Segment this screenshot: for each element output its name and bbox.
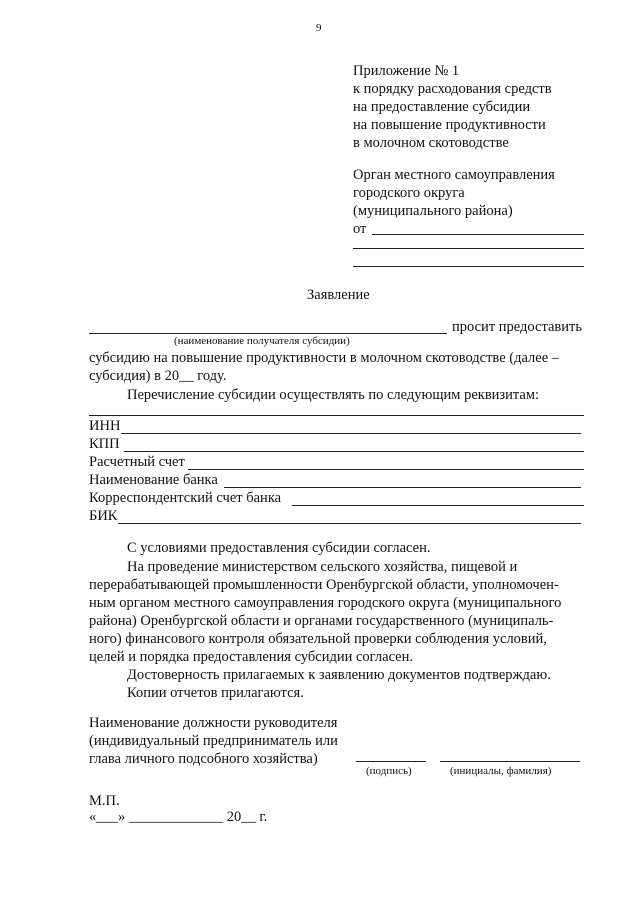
signature-caption: (подпись) xyxy=(366,765,412,777)
date-line[interactable]: «___» _____________ 20__ г. xyxy=(89,809,268,825)
request-suffix: просит предоставить xyxy=(452,319,582,335)
paragraph-line: целей и порядка предоставления субсидии согласен. xyxy=(89,649,413,665)
requisite-account-label: Расчетный счет xyxy=(89,454,185,470)
recipient-caption: (наименование получателя субсидии) xyxy=(174,335,350,347)
document-title: Заявление xyxy=(307,287,370,303)
annex-line: в молочном скотоводстве xyxy=(353,135,509,151)
request-line-3: субсидия) в 20__ году. xyxy=(89,368,227,384)
requisite-account-field[interactable] xyxy=(188,469,584,470)
paragraph-line: ного) финансового контроля обязательной проверки соблюдения условий, xyxy=(89,631,547,647)
consent-text: С условиями предоставления субсидии согласен. xyxy=(127,540,431,556)
page-number: 9 xyxy=(316,22,322,34)
requisite-kpp-label: КПП xyxy=(89,436,120,452)
paragraph-line: перерабатывающей промышленности Оренбургской области, уполномочен- xyxy=(89,577,559,593)
requisite-corr-account-label: Корреспондентский счет банка xyxy=(89,490,282,506)
paragraph-line: района) Оренбургской области и органами государственного (муниципаль- xyxy=(89,613,554,629)
reports-text: Копии отчетов прилагаются. xyxy=(127,685,304,701)
requisite-corr-account-field[interactable] xyxy=(292,505,584,506)
requisite-bik-field[interactable] xyxy=(118,523,581,524)
confirm-text: Достоверность прилагаемых к заявлению документов подтверждаю. xyxy=(127,667,551,683)
stamp-label: М.П. xyxy=(89,793,120,809)
from-label: от xyxy=(353,221,367,237)
requisite-inn-label: ИНН xyxy=(89,418,121,434)
requisite-bank-field[interactable] xyxy=(224,487,581,488)
name-caption: (инициалы, фамилия) xyxy=(450,765,552,777)
addressee-line: (муниципального района) xyxy=(353,203,513,219)
requisites-intro: Перечисление субсидии осуществлять по следующим реквизитам: xyxy=(127,387,540,403)
annex-line: на повышение продуктивности xyxy=(353,117,546,133)
requisite-kpp-field[interactable] xyxy=(124,451,584,452)
paragraph-line: ным органом местного самоуправления городского округа (муниципального xyxy=(89,595,562,611)
requisite-bank-label: Наименование банка xyxy=(89,472,218,488)
signature-line: Наименование должности руководителя xyxy=(89,715,338,731)
addressee-line: городского округа xyxy=(353,185,465,201)
annex-line: к порядку расходования средств xyxy=(353,81,552,97)
from-line-3[interactable] xyxy=(353,266,584,267)
paragraph-line: На проведение министерством сельского хозяйства, пищевой и xyxy=(127,559,518,575)
requisites-blank-line[interactable] xyxy=(89,415,584,416)
request-line-2: субсидию на повышение продуктивности в молочном скотоводстве (далее – xyxy=(89,350,560,366)
requisite-bik-label: БИК xyxy=(89,508,118,524)
annex-line: на предоставление субсидии xyxy=(353,99,531,115)
addressee-line: Орган местного самоуправления xyxy=(353,167,555,183)
name-field[interactable] xyxy=(440,761,580,762)
annex-line: Приложение № 1 xyxy=(353,63,460,79)
requisite-inn-field[interactable] xyxy=(121,433,581,434)
recipient-name-line[interactable] xyxy=(89,333,447,334)
from-line-1[interactable] xyxy=(372,234,584,235)
signature-line: (индивидуальный предприниматель или xyxy=(89,733,338,749)
signature-line: глава личного подсобного хозяйства) xyxy=(89,751,318,767)
signature-field[interactable] xyxy=(356,761,426,762)
from-line-2[interactable] xyxy=(353,248,584,249)
